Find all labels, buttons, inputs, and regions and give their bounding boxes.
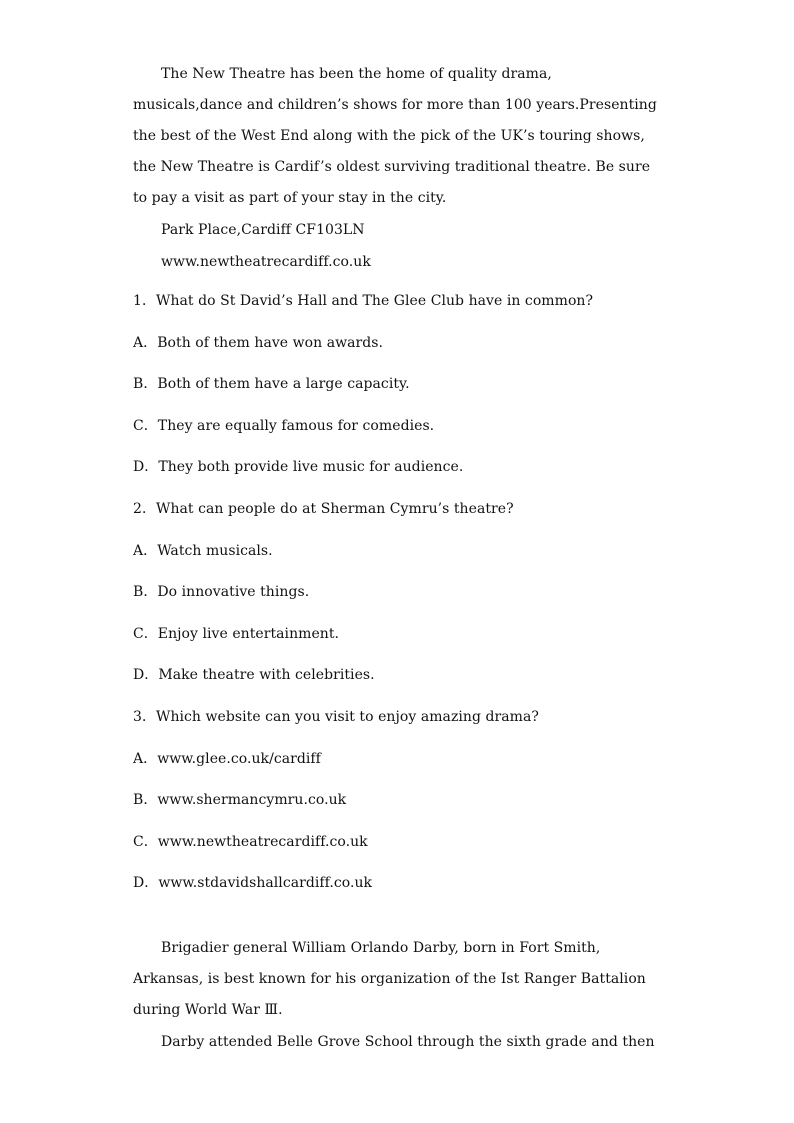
- question-2-option-a: A．Watch musicals.: [133, 543, 273, 559]
- passage2-para2-line-1: Darby attended Belle Grove School through the sixth grade and then: [161, 1034, 655, 1050]
- passage1-line-5: to pay a visit as part of your stay in the city.: [133, 190, 447, 206]
- question-2-option-c: C．Enjoy live entertainment.: [133, 626, 340, 642]
- passage1-line-4: the New Theatre is Cardif’s oldest surviving traditional theatre. Be sure: [133, 159, 651, 175]
- passage2-para1-line-2: Arkansas, is best known for his organization of the Ist Ranger Battalion: [133, 971, 646, 987]
- question-3-option-c: C．www.newtheatrecardiff.co.uk: [133, 834, 368, 850]
- theatre-address: Park Place,Cardiff CF103LN: [161, 222, 365, 238]
- question-2-option-d: D．Make theatre with celebrities.: [133, 667, 375, 683]
- question-1-option-d: D．They both provide live music for audience.: [133, 459, 464, 475]
- passage1-line-3: the best of the West End along with the pick of the UK’s touring shows,: [133, 128, 645, 144]
- question-1-option-a: A．Both of them have won awards.: [133, 335, 384, 351]
- question-3-option-d: D．www.stdavidshallcardiff.co.uk: [133, 875, 373, 891]
- question-1-option-b: B．Both of them have a large capacity.: [133, 376, 410, 392]
- question-1-stem: 1．What do St David’s Hall and The Glee Club have in common?: [133, 293, 594, 309]
- question-3-stem: 3．Which website can you visit to enjoy amazing drama?: [133, 709, 539, 725]
- passage2-para1-line-3: during World War Ⅲ.: [133, 1002, 283, 1018]
- question-3-option-b: B．www.shermancymru.co.uk: [133, 792, 347, 808]
- question-2-stem: 2．What can people do at Sherman Cymru’s theatre?: [133, 501, 514, 517]
- question-2-option-b: B．Do innovative things.: [133, 584, 310, 600]
- theatre-website: www.newtheatrecardiff.co.uk: [161, 254, 371, 270]
- question-3-option-a: A．www.glee.co.uk/cardiff: [133, 751, 321, 767]
- passage2-para1-line-1: Brigadier general William Orlando Darby, born in Fort Smith,: [161, 940, 601, 956]
- passage1-line-2: musicals,dance and children’s shows for more than 100 years.Presenting: [133, 97, 657, 113]
- question-1-option-c: C．They are equally famous for comedies.: [133, 418, 435, 434]
- passage1-line-1: The New Theatre has been the home of quality drama,: [161, 66, 552, 82]
